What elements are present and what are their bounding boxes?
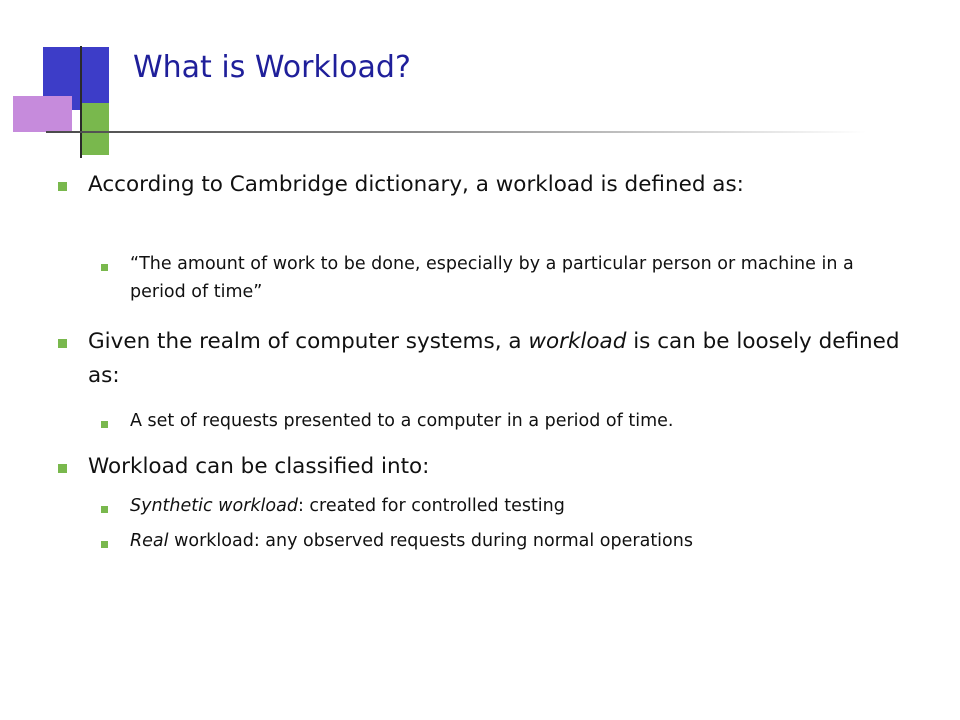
sub-bullet-text: : created for controlled testing — [297, 496, 565, 516]
sub-bullet-text: workload: any observed requests during normal operations — [168, 531, 693, 551]
decor-green-square — [80, 103, 109, 155]
sub-bullet-definition-quote: “The amount of work to be done, especially by a particular person or machine in a period of time” — [130, 254, 854, 302]
decor-vertical-line — [80, 46, 82, 158]
bullet-text-post: is can be loosely defined as: — [88, 329, 900, 388]
bullet-marker — [58, 464, 67, 473]
sub-bullet-emphasis: Synthetic workload — [130, 496, 298, 516]
sub-bullet-set-of-requests: A set of requests presented to a computer in a period of time. — [130, 411, 674, 431]
sub-bullet-marker — [101, 506, 108, 513]
bullet-cambridge: According to Cambridge dictionary, a workload is defined as: — [88, 172, 744, 197]
bullet-marker — [58, 182, 67, 191]
sub-bullet-marker — [101, 421, 108, 428]
sub-bullet-marker — [101, 541, 108, 548]
title-divider-line — [46, 131, 866, 133]
sub-bullet-real — [130, 527, 930, 555]
bullet-computer-systems — [88, 325, 928, 393]
sub-bullet-marker — [101, 264, 108, 271]
sub-bullet-synthetic — [130, 492, 930, 520]
slide-title: What is Workload? — [133, 50, 411, 85]
bullet-classification: Workload can be classified into: — [88, 454, 430, 479]
bullet-marker — [58, 339, 67, 348]
bullet-text-pre: Given the realm of computer systems, a — [88, 329, 529, 354]
sub-bullet-emphasis: Real — [130, 531, 169, 551]
decor-pink-square — [13, 96, 72, 132]
bullet-text-emphasis: workload — [528, 329, 627, 354]
